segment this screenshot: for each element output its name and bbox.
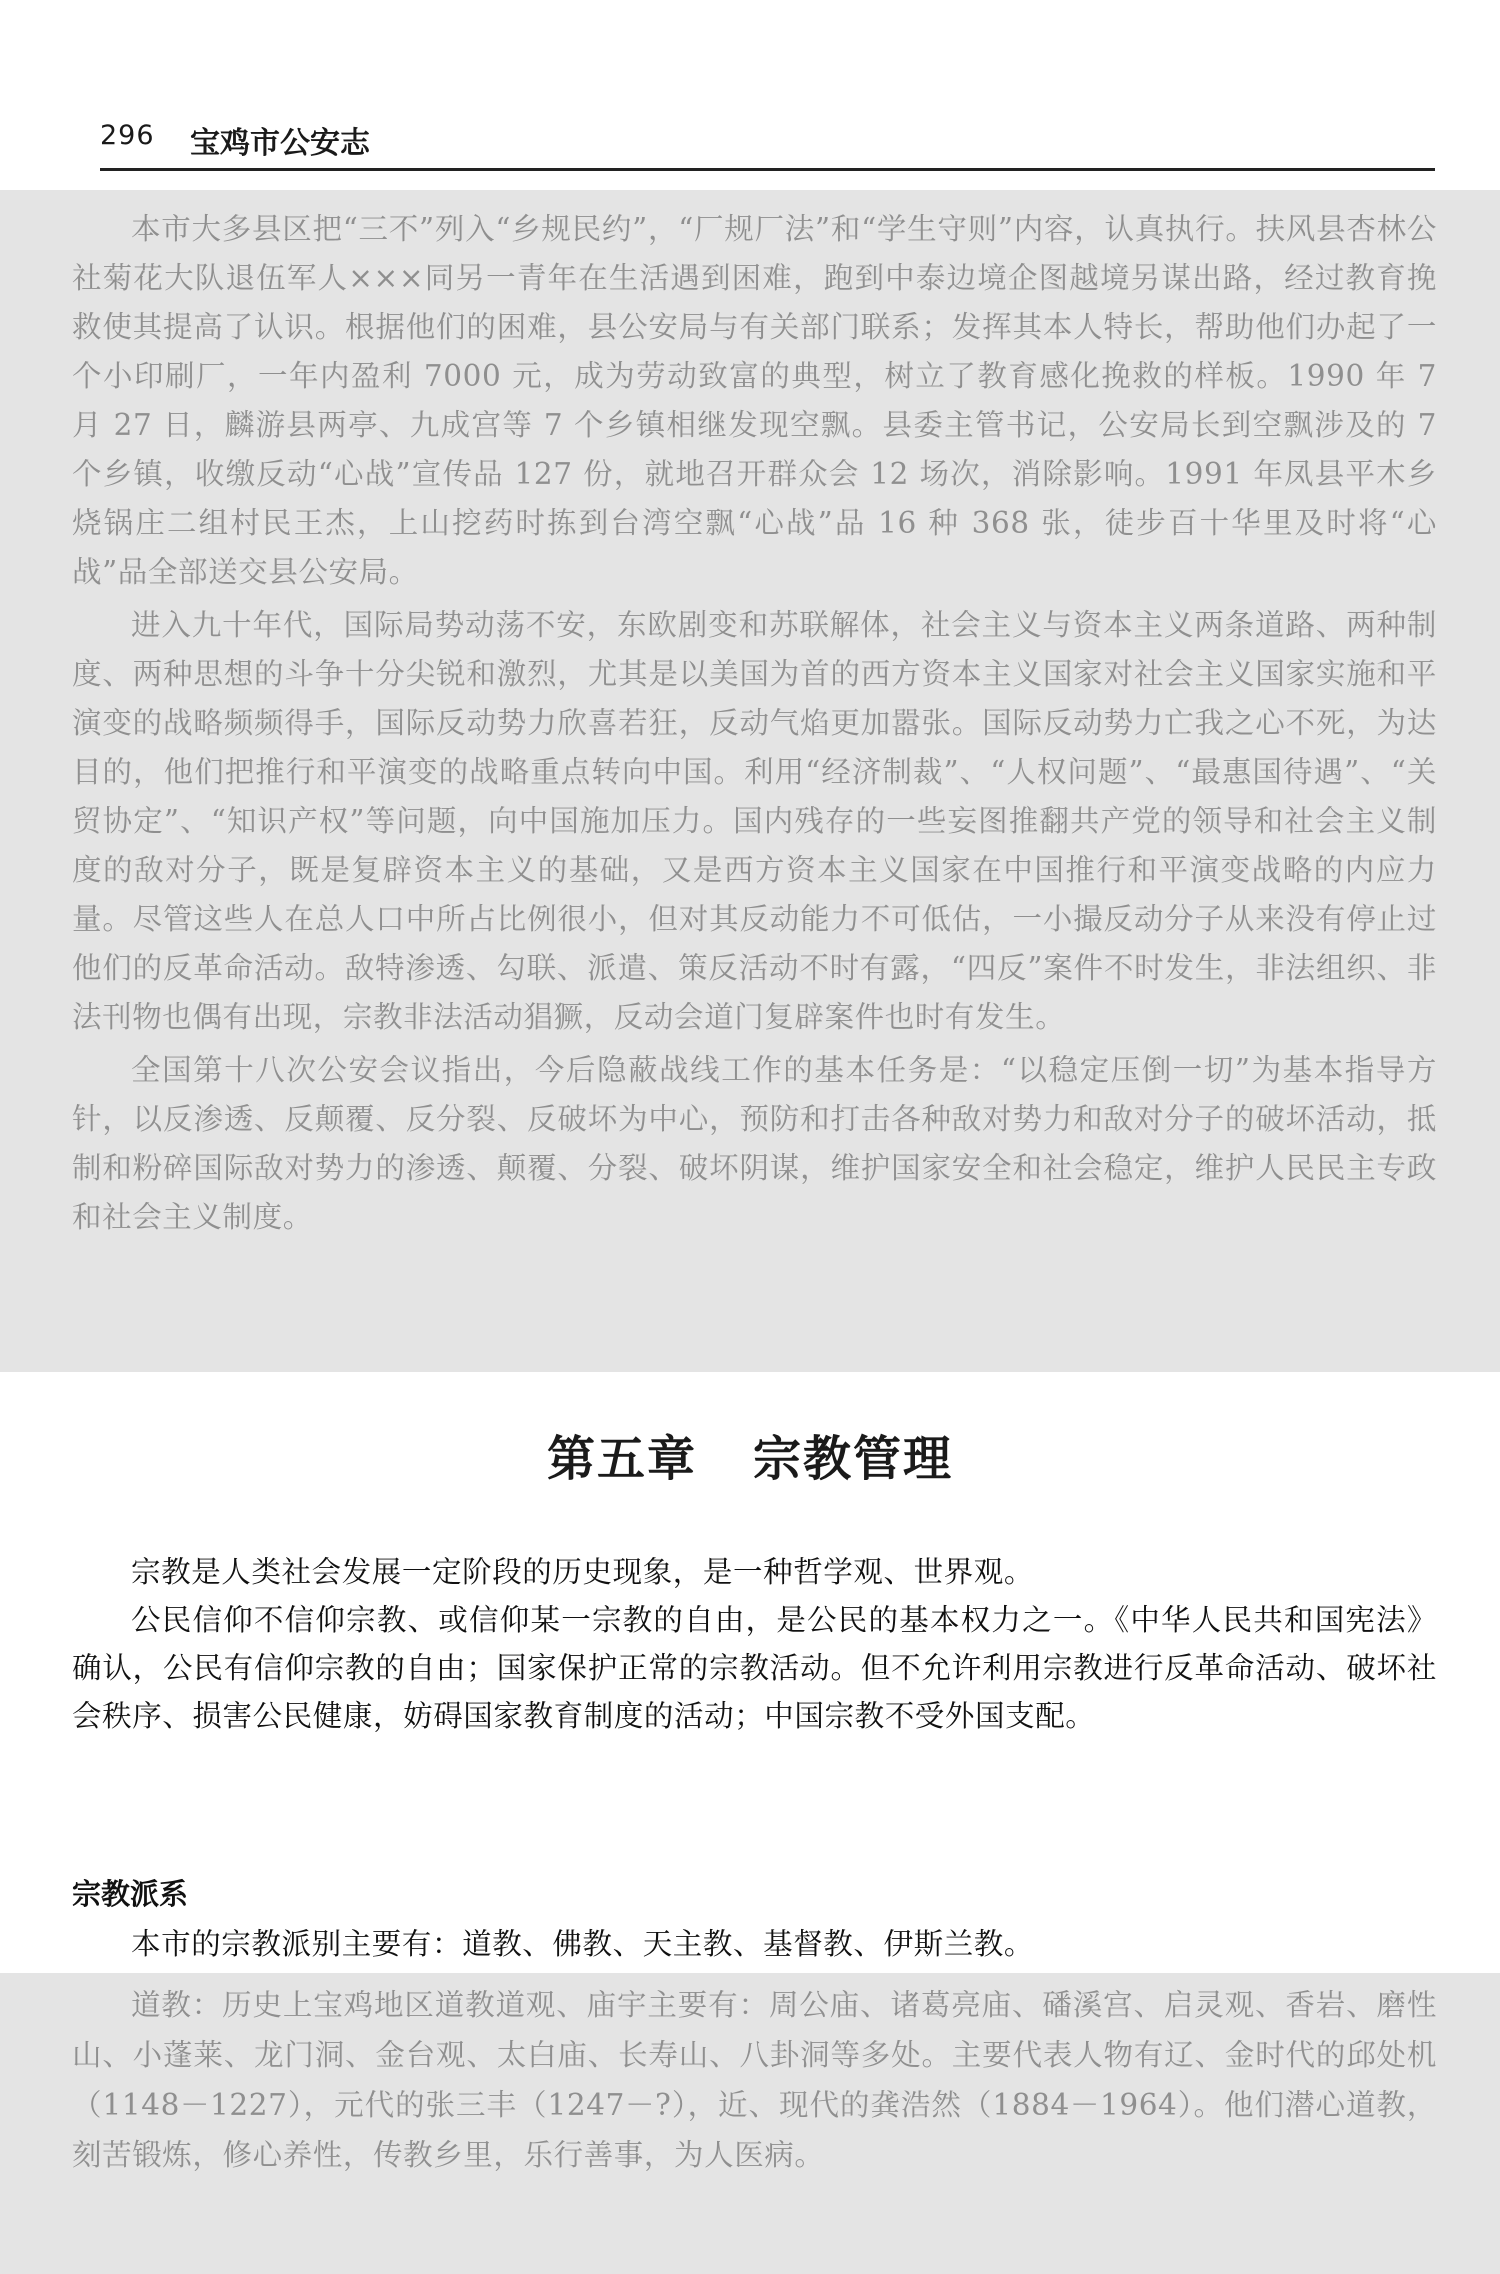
paragraph: 本市大多县区把“三不”列入“乡规民约”，“厂规厂法”和“学生守则”内容，认真执行。扶风县杏林公社菊花大队退伍军人×××同另一青年在生活遇到困难，跑到中泰边境企图越境另谋出路，经过教育挽救使其提高了认识。根据他们的困难，县公安局与有关部门联系；发挥其本人特长，帮助他们办起了一个小印刷厂，一年内盈利 7000 元，成为劳动致富的典型，树立了教育感化挽救的样板。1990 年 7 月 27 日，麟游县两亭、九成宫等 7 个乡镇相继发现空飘。县委主管书记，公安局长到空飘涉及的 7 个乡镇，收缴反动“心战”宣传品 127 份，就地召开群众会 12 场次，消除影响。1991 年凤县平木乡烧锅庄二组村民王杰，上山挖药时拣到台湾空飘“心战”品 16 种 368 张，徒步百十华里及时将“心战”品全部送交县公安局。 [72,212,1437,589]
chapter-title [0,1420,1500,1489]
page-header [100,118,1435,171]
paragraph: 全国第十八次公安会议指出，今后隐蔽战线工作的基本任务是：“以稳定压倒一切”为基本指导方针，以反渗透、反颠覆、反分裂、反破坏为中心，预防和打击各种敌对势力和敌对分子的破坏活动，抵制和粉碎国际敌对势力的渗透、颠覆、分裂、破坏阴谋，维护国家安全和社会稳定，维护人民民主专政和社会主义制度。 [72,1053,1437,1234]
paragraph: 公民信仰不信仰宗教、或信仰某一宗教的自由，是公民的基本权力之一。《中华人民共和国宪法》确认，公民有信仰宗教的自由；国家保护正常的宗教活动。但不允许利用宗教进行反革命活动、破坏社会秩序、损害公民健康，妨碍国家教育制度的活动；中国宗教不受外国支配。 [72,1603,1437,1733]
chapter-number: 第五章 [546,1431,697,1487]
section-intro: 本市的宗教派别主要有：道教、佛教、天主教、基督教、伊斯兰教。 [131,1927,1035,1961]
chapter-intro [72,1548,1437,1740]
top-section [72,205,1437,1242]
book-title: 宝鸡市公安志 [190,126,370,161]
section-intro-block [72,1920,1437,1969]
paragraph: 宗教是人类社会发展一定阶段的历史现象，是一种哲学观、世界观。 [131,1555,1035,1589]
section-heading: 宗教派系 [72,1877,189,1911]
chapter-name: 宗教管理 [753,1431,954,1487]
paragraph: 道教：历史上宝鸡地区道教道观、庙宇主要有：周公庙、诸葛亮庙、磻溪宫、启灵观、香岩、磨性山、小蓬莱、龙门洞、金台观、太白庙、长寿山、八卦洞等多处。主要代表人物有辽、金时代的邱处机（1148－1227），元代的张三丰（1247－?），近、现代的龚浩然（1884－1964）。他们潜心道教，刻苦锻炼，修心养性，传教乡里，乐行善事，为人医病。 [72,1988,1437,2172]
section-body [72,1980,1437,2180]
page-number: 296 [100,120,155,151]
paragraph: 进入九十年代，国际局势动荡不安，东欧剧变和苏联解体，社会主义与资本主义两条道路、两种制度、两种思想的斗争十分尖锐和激烈，尤其是以美国为首的西方资本主义国家对社会主义国家实施和平演变的战略频频得手，国际反动势力欣喜若狂，反动气焰更加嚣张。国际反动势力亡我之心不死，为达目的，他们把推行和平演变的战略重点转向中国。利用“经济制裁”、“人权问题”、“最惠国待遇”、“关贸协定”、“知识产权”等问题，向中国施加压力。国内残存的一些妄图推翻共产党的领导和社会主义制度的敌对分子，既是复辟资本主义的基础，又是西方资本主义国家在中国推行和平演变战略的内应力量。尽管这些人在总人口中所占比例很小，但对其反动能力不可低估，一小撮反动分子从来没有停止过他们的反革命活动。敌特渗透、勾联、派遣、策反活动不时有露，“四反”案件不时发生，非法组织、非法刊物也偶有出现，宗教非法活动猖獗，反动会道门复辟案件也时有发生。 [72,608,1437,1034]
